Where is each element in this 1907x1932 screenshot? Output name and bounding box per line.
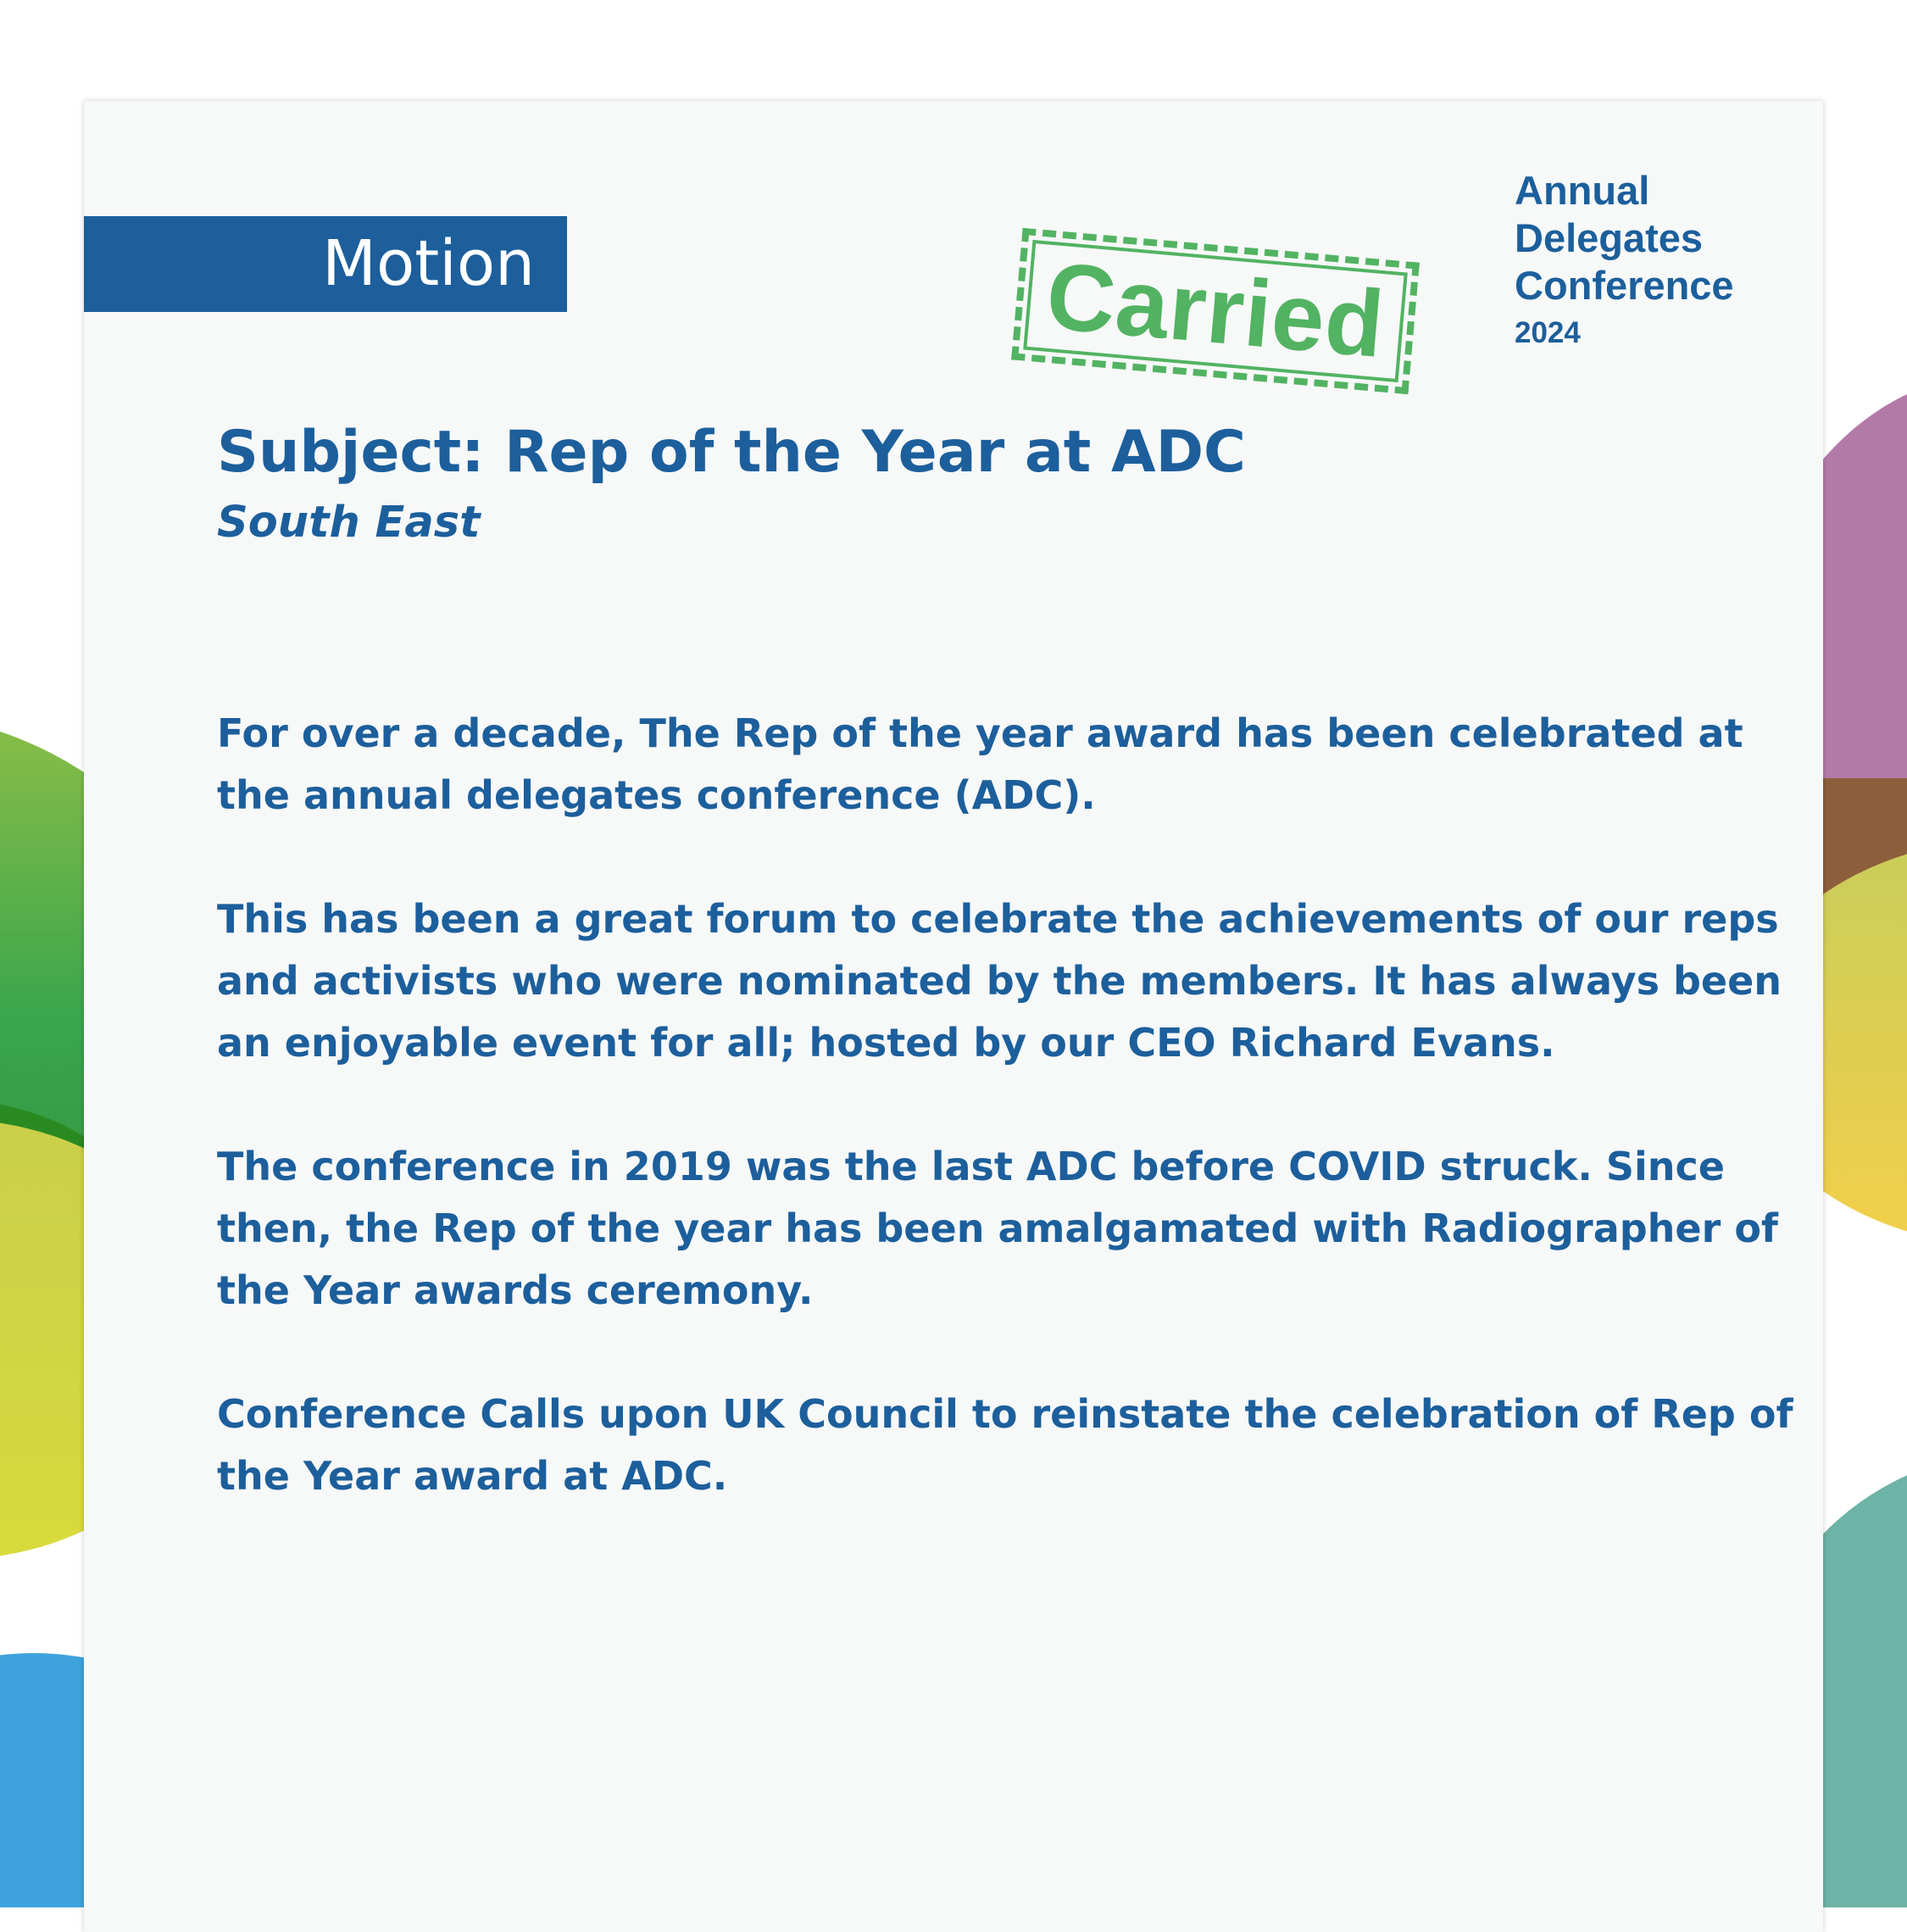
motion-body <box>217 703 1810 1569</box>
conference-logo <box>1515 167 1786 352</box>
logo-line-conference: Conference <box>1515 263 1734 308</box>
logo-line-delegates: Delegates <box>1515 215 1704 260</box>
motion-region: South East <box>217 498 481 548</box>
logo-year: 2024 <box>1515 316 1581 349</box>
motion-paragraph: Conference Calls upon UK Council to reinstate the celebration of Rep of the Year award at ADC. <box>217 1391 1793 1499</box>
motion-paragraph: For over a decade, The Rep of the year award has been celebrated at the annual delegates conference (ADC). <box>217 710 1743 818</box>
motion-paragraph: This has been a great forum to celebrate the achievements of our reps and activists who were nominated by the members. It has always been an enjoyable event for all; hosted by our CEO Richard Evans. <box>217 896 1782 1066</box>
carried-stamp: Carried <box>1011 228 1420 394</box>
logo-line-annual: Annual <box>1515 168 1650 213</box>
motion-subject: Subject: Rep of the Year at ADC <box>217 419 1246 486</box>
motion-paragraph: The conference in 2019 was the last ADC before COVID struck. Since then, the Rep of the year has been amalgamated with Radiographer of the Year awards ceremony. <box>217 1144 1778 1313</box>
motion-banner: Motion <box>84 216 567 312</box>
motion-document <box>84 101 1823 1932</box>
